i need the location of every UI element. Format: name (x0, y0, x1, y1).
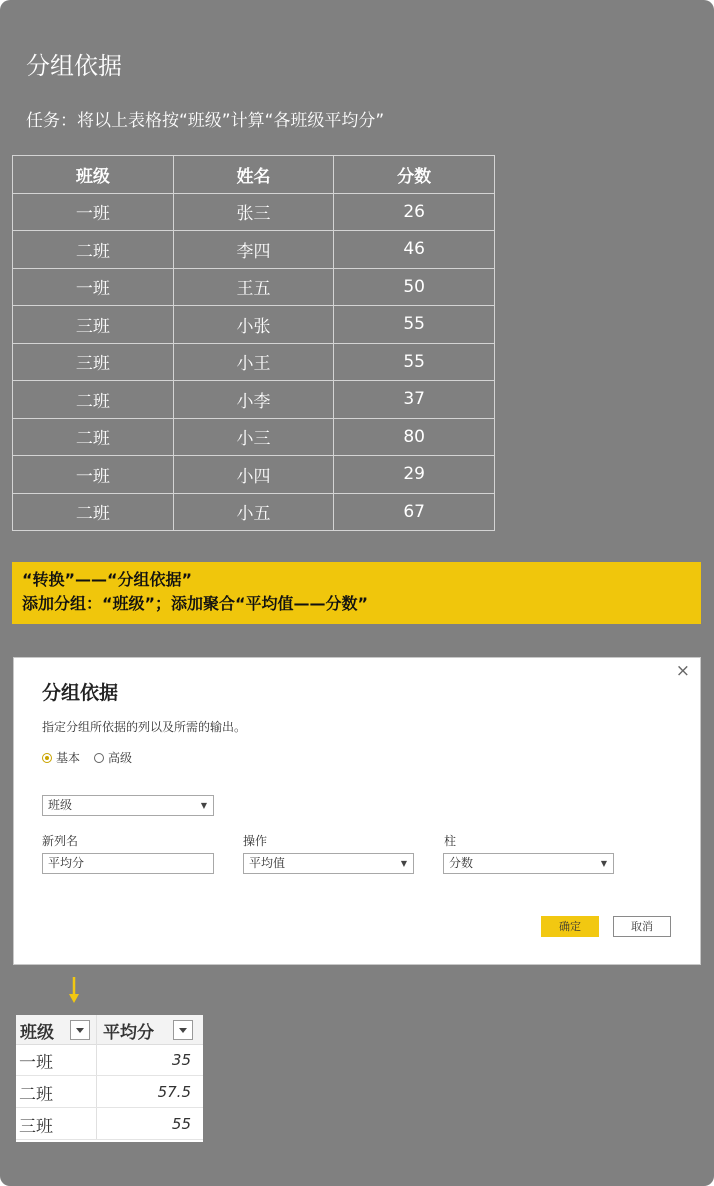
header-name: 姓名 (173, 156, 334, 194)
task-description: 任务：将以上表格按“班级”计算“各班级平均分” (26, 111, 385, 131)
cell-class: 二班 (13, 493, 174, 531)
table-row (16, 1109, 203, 1140)
result-class-cell: 三班 (19, 1117, 53, 1137)
table-row (13, 268, 495, 306)
result-average-cell: 57.5 (157, 1083, 191, 1101)
chevron-down-icon: ▼ (200, 801, 207, 810)
cell-class: 一班 (13, 193, 174, 231)
instruction-line-2: 添加分组：“班级”；添加聚合“平均值——分数” (22, 594, 369, 613)
result-header-average: 平均分 (103, 1023, 154, 1043)
cell-score: 55 (334, 343, 495, 381)
operation-value: 平均值 (249, 856, 286, 870)
table-row (13, 381, 495, 419)
result-average-cell: 35 (171, 1051, 191, 1069)
ok-button[interactable]: 确定 (541, 916, 599, 937)
cell-name: 小张 (173, 306, 334, 344)
new-column-input[interactable]: 平均分 (42, 853, 214, 874)
cell-name: 王五 (173, 268, 334, 306)
cell-class: 一班 (13, 268, 174, 306)
instruction-line-1: “转换”——“分组依据” (22, 570, 193, 589)
filter-dropdown-icon[interactable] (70, 1020, 90, 1040)
column-value: 分数 (449, 856, 474, 870)
radio-advanced-label[interactable]: 高级 (108, 751, 133, 765)
group-by-dialog (13, 657, 701, 965)
arrow-down-icon (66, 976, 82, 1004)
table-row (16, 1077, 203, 1108)
cell-class: 二班 (13, 231, 174, 269)
radio-advanced[interactable] (94, 753, 104, 763)
cell-score: 67 (334, 493, 495, 531)
cell-name: 张三 (173, 193, 334, 231)
cell-score: 37 (334, 381, 495, 419)
cell-name: 小王 (173, 343, 334, 381)
cell-class: 三班 (13, 343, 174, 381)
table-row (13, 343, 495, 381)
cell-name: 小李 (173, 381, 334, 419)
cell-score: 26 (334, 193, 495, 231)
cell-class: 二班 (13, 418, 174, 456)
result-table (16, 1015, 203, 1142)
result-average-cell: 55 (171, 1115, 191, 1133)
table-row (13, 306, 495, 344)
table-row (13, 418, 495, 456)
header-score: 分数 (334, 156, 495, 194)
column-label: 柱 (444, 834, 457, 848)
cell-name: 小三 (173, 418, 334, 456)
group-column-value: 班级 (48, 798, 73, 812)
cancel-button[interactable]: 取消 (613, 916, 671, 937)
dialog-title: 分组依据 (42, 682, 119, 704)
cell-name: 小四 (173, 456, 334, 494)
cell-score: 29 (334, 456, 495, 494)
chevron-down-icon: ▼ (400, 859, 407, 868)
chevron-down-icon: ▼ (600, 859, 607, 868)
cell-score: 46 (334, 231, 495, 269)
result-class-cell: 一班 (19, 1053, 53, 1073)
new-column-label: 新列名 (42, 834, 79, 848)
table-row (16, 1045, 203, 1076)
cell-name: 李四 (173, 231, 334, 269)
mode-radio-group (42, 749, 132, 766)
source-table (12, 155, 495, 531)
cell-name: 小五 (173, 493, 334, 531)
operation-select[interactable] (243, 853, 414, 874)
source-table-header-row (13, 156, 495, 194)
cell-class: 一班 (13, 456, 174, 494)
page-title: 分组依据 (26, 52, 122, 80)
cell-score: 80 (334, 418, 495, 456)
group-column-select[interactable] (42, 795, 214, 816)
filter-dropdown-icon[interactable] (173, 1020, 193, 1040)
result-table-header (16, 1015, 203, 1045)
instruction-note (12, 562, 701, 624)
close-icon[interactable]: × (675, 661, 690, 681)
radio-basic[interactable] (42, 753, 52, 763)
table-row (13, 493, 495, 531)
cell-class: 二班 (13, 381, 174, 419)
cell-score: 50 (334, 268, 495, 306)
operation-label: 操作 (243, 834, 268, 848)
column-select[interactable] (443, 853, 614, 874)
table-row (13, 231, 495, 269)
result-header-class: 班级 (20, 1023, 54, 1043)
table-row (13, 456, 495, 494)
header-class: 班级 (13, 156, 174, 194)
cell-class: 三班 (13, 306, 174, 344)
radio-basic-label[interactable]: 基本 (56, 751, 81, 765)
table-row (13, 193, 495, 231)
result-class-cell: 二班 (19, 1085, 53, 1105)
dialog-description: 指定分组所依据的列以及所需的输出。 (42, 720, 247, 734)
cell-score: 55 (334, 306, 495, 344)
